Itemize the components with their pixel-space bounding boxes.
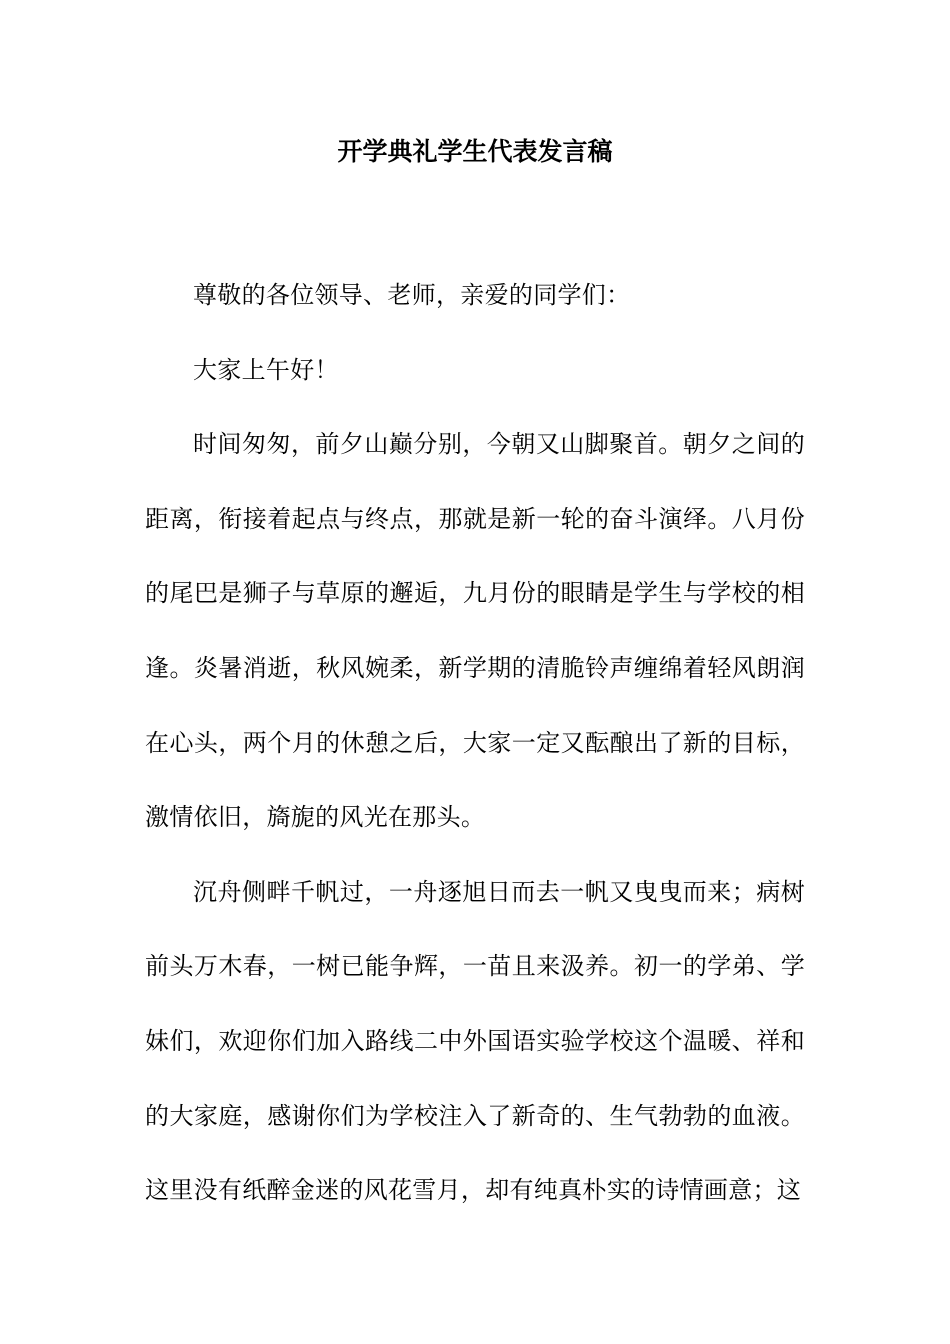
body-paragraph: 沉舟侧畔千帆过，一舟逐旭日而去一帆又曳曳而来；病树前头万木春，一树已能争辉，一苗且来汲养。初一的学弟、学妹们，欢迎你们加入路线二中外国语实验学校这个温暖、祥和的大家庭，感谢你们为学校注入了新奇的、生气勃勃的血液。这里没有纸醉金迷的风花雪月，却有纯真朴实的诗情画意；这 [145, 877, 805, 1205]
document-title: 开学典礼学生代表发言稿 [337, 137, 613, 166]
salutation-paragraph: 尊敬的各位领导、老师，亲爱的同学们： [193, 281, 631, 309]
body-paragraph: 时间匆匆，前夕山巅分别，今朝又山脚聚首。朝夕之间的距离，衔接着起点与终点，那就是新一轮的奋斗演绎。八月份的尾巴是狮子与草原的邂逅，九月份的眼睛是学生与学校的相逢。炎暑消逝，秋风婉柔，新学期的清脆铃声缠绵着轻风朗润在心头，两个月的休憩之后，大家一定又酝酿出了新的目标，激情依旧，旖旎的风光在那头。 [145, 430, 805, 832]
document-body [145, 258, 805, 1228]
greeting-paragraph: 大家上午好！ [193, 355, 339, 384]
